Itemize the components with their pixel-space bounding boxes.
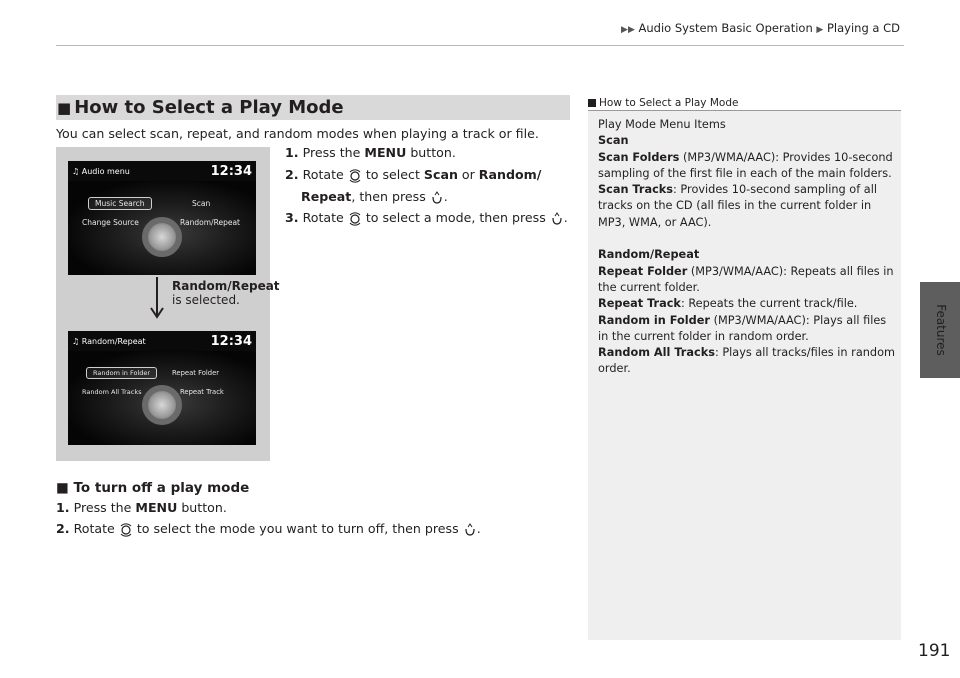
menu-option: Scan xyxy=(192,199,211,208)
step-text: or xyxy=(457,167,479,182)
subsection-heading xyxy=(56,480,249,496)
step-text: Rotate xyxy=(302,210,348,225)
sidebar-text: (MP3/WMA/AAC): Plays all files in the current folder in random order. xyxy=(598,313,887,343)
sidebar-note xyxy=(588,95,901,640)
step-text: button. xyxy=(406,145,456,160)
sidebar-body xyxy=(598,117,896,378)
step-number: 2. xyxy=(285,167,299,182)
interface-dial-icon xyxy=(348,212,362,226)
menu-button-label: MENU xyxy=(364,145,407,160)
subsection-title: To turn off a play mode xyxy=(73,480,250,496)
header-divider xyxy=(56,45,904,46)
breadcrumb xyxy=(621,21,900,35)
step-text: to select a mode, then press xyxy=(365,210,550,225)
sidebar-text: (MP3/WMA/AAC): Repeats all files in the current folder. xyxy=(598,264,894,294)
term-random-all-tracks: Random All Tracks xyxy=(598,346,715,360)
term-scan-folders: Scan Folders xyxy=(598,150,680,164)
menu-button-label: MENU xyxy=(135,500,178,515)
step-text: Rotate xyxy=(302,167,348,182)
screen-title: Audio menu xyxy=(81,166,130,176)
down-arrow-icon xyxy=(150,277,164,319)
dial-graphic xyxy=(142,217,182,257)
sidebar-text: : Repeats the current track/file. xyxy=(680,297,858,311)
sidebar-text: Play Mode Menu Items xyxy=(598,118,726,131)
sidebar-heading xyxy=(588,95,901,111)
term-repeat-folder: Repeat Folder xyxy=(598,264,688,278)
chapter-label xyxy=(930,295,952,365)
enter-button-icon xyxy=(463,523,477,537)
step-text: button. xyxy=(177,500,227,515)
section-title: How to Select a Play Mode xyxy=(74,97,344,118)
subsection-marker: ■ xyxy=(56,480,69,496)
audio-menu-screen xyxy=(68,161,256,275)
section-marker: ■ xyxy=(57,98,72,117)
menu-option: Repeat Folder xyxy=(172,369,220,377)
menu-option: Random in Folder xyxy=(86,367,157,379)
note-marker-icon xyxy=(588,99,596,107)
step-2-cont: Repeat, then press . xyxy=(301,189,448,204)
sidebar-subtitle: Random/Repeat xyxy=(598,248,700,262)
option-random: Random/ xyxy=(478,167,542,182)
step-2 xyxy=(285,167,541,183)
figure-caption xyxy=(172,279,280,307)
screen-title: Random/Repeat xyxy=(81,336,146,346)
step-text: Rotate xyxy=(73,521,119,536)
screen-illustration xyxy=(56,147,280,461)
chapter-label-text: Features xyxy=(934,304,949,356)
sidebar-text: (MP3/WMA/AAC): Provides 10-second sampling of the first file in each of the main folders. xyxy=(598,150,893,180)
breadcrumb-part-2: Playing a CD xyxy=(826,21,900,35)
term-repeat-track: Repeat Track xyxy=(598,297,681,311)
random-repeat-screen xyxy=(68,331,256,445)
clock: 12:34 xyxy=(210,333,252,349)
step-text: , then press xyxy=(351,189,430,204)
menu-option: Change Source xyxy=(82,218,139,227)
music-note-icon: ♫ xyxy=(72,166,80,176)
step-text: to select the mode you want to turn off, then press xyxy=(136,521,463,536)
term-random-in-folder: Random in Folder xyxy=(598,313,710,327)
breadcrumb-arrow-icon: ▶▶ xyxy=(621,25,635,35)
interface-dial-icon xyxy=(119,523,133,537)
option-repeat: Repeat xyxy=(301,189,352,204)
clock: 12:34 xyxy=(210,163,252,179)
menu-option: Music Search xyxy=(88,197,152,210)
caption-line: Random/Repeat xyxy=(172,279,280,293)
intro-text: You can select scan, repeat, and random modes when playing a track or file. xyxy=(56,126,539,141)
step-text: . xyxy=(476,521,481,536)
enter-button-icon xyxy=(550,212,564,226)
step-number: 1. xyxy=(285,145,299,160)
step-text: Press the xyxy=(302,145,365,160)
section-heading xyxy=(56,95,570,120)
music-note-icon: ♫ xyxy=(72,336,80,346)
dial-graphic xyxy=(142,385,182,425)
step-1 xyxy=(285,145,456,160)
step-text: Press the xyxy=(73,500,136,515)
menu-option: Random All Tracks xyxy=(82,388,142,396)
sidebar-subtitle: Scan xyxy=(598,134,629,148)
menu-option: Repeat Track xyxy=(180,388,224,396)
page-number: 191 xyxy=(918,641,951,661)
menu-option: Random/Repeat xyxy=(180,218,240,227)
step-number: 3. xyxy=(285,210,299,225)
option-scan: Scan xyxy=(423,167,458,182)
breadcrumb-arrow-icon: ▶ xyxy=(816,25,824,35)
enter-button-icon xyxy=(430,191,444,205)
sidebar-text: : Plays all tracks/files in random order. xyxy=(598,346,895,376)
sidebar-heading-text: How to Select a Play Mode xyxy=(599,96,739,109)
step-number: 1. xyxy=(56,500,70,515)
term-scan-tracks: Scan Tracks xyxy=(598,183,674,197)
interface-dial-icon xyxy=(348,169,362,183)
caption-line: is selected. xyxy=(172,293,240,307)
sub-step-2 xyxy=(56,521,481,537)
sidebar-text: : Provides 10-second sampling of all tracks on the CD (all files in the current folder in MP3, WMA, or AAC). xyxy=(598,183,877,229)
breadcrumb-part-1: Audio System Basic Operation xyxy=(638,21,813,35)
step-3: 3. Rotate to select a mode, then press . xyxy=(285,210,568,225)
sub-step-1 xyxy=(56,500,227,515)
step-number: 2. xyxy=(56,521,70,536)
step-text: to select xyxy=(365,167,424,182)
